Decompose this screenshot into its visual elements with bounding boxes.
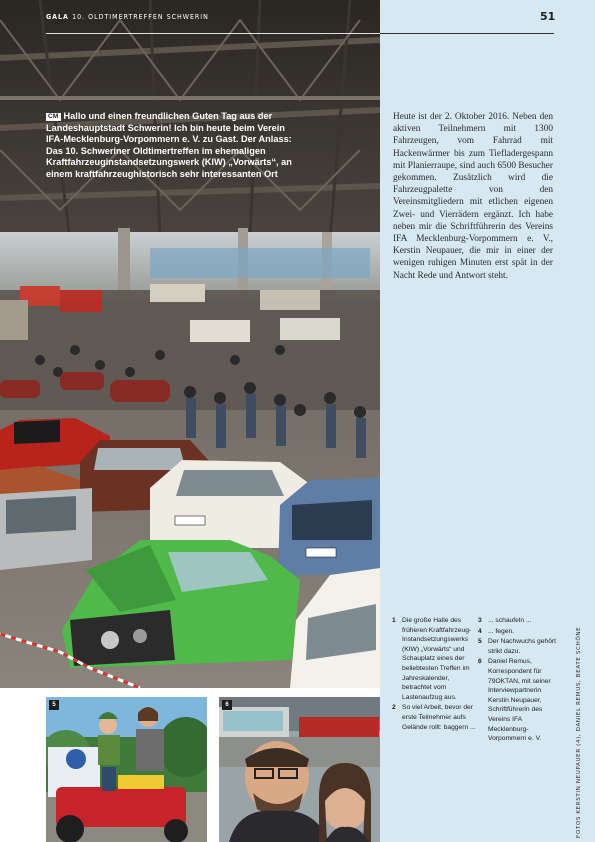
caption-item bbox=[478, 616, 558, 626]
captions-right-column bbox=[478, 616, 558, 745]
intro-paragraph bbox=[46, 111, 296, 181]
caption-item bbox=[478, 657, 558, 743]
header-subtitle: 10. OLDTIMERTREFFEN SCHWERIN bbox=[72, 13, 209, 21]
caption-text: So viel Arbeit, bevor der erste Teilnehmer aufs Gelände rollt: baggern ... bbox=[402, 704, 476, 731]
caption-number: 1 bbox=[392, 617, 396, 624]
caption-item bbox=[478, 627, 558, 637]
photo-credit-text: FOTOS KERSTIN NEUPAUER (4), DANIEL REMUS, BEATE SCHÖNE bbox=[576, 626, 582, 838]
caption-text: Daniel Remus, Korrespondent für 79OKTAN, mit seiner Interviewpartnerin Kerstin Neupauer, Schriftführerin des Vereins IFA Mecklenburg-Vorpommern e. V. bbox=[488, 658, 551, 743]
caption-text: Die große Halle des früheren Kraftfahrzeug-Instandsetzungswerks (KIW) „Vorwärts“ und Schauplatz eines der beliebtesten Treffen im Jahreskalender, betrachtet vom Lastenaufzug aus. bbox=[402, 617, 472, 701]
photo-child-on-tractor bbox=[46, 697, 207, 842]
caption-number: 6 bbox=[478, 658, 482, 666]
photo-interview-selfie bbox=[219, 697, 380, 842]
article-body: Heute ist der 2. Oktober 2016. Neben den aktiven Teilnehmern mit 1300 Fahrzeugen, vom Fahrrad mit Hackenwärmer bis zum Tiefladergespann mit Planierraupe, sind auch 6500 Besucher gekommen. Zusätzlich wird die Fahrzeugpalette von den Vereinsmitgliedern mit etlichen eigenen Zwei- und Vierrädern ergänzt. Ich habe neben mir die Schriftführerin des Vereins IFA Mecklenburg-Vorpommern e. V., Kerstin Neupauer, die mir in einer der wenigen ruhigen Minuten erst spät in der Nacht Rede und Antwort steht. bbox=[393, 112, 553, 281]
intro-text: Hallo und einen freundlichen Guten Tag aus der Landeshauptstadt Schwerin! Ich bin heute beim Verein IFA-Mecklenburg-Vorpommern e. V. zu Gast. Der Anlass: Das 10. Schweriner Oldtimertreffen im ehemaligen Kraftfahrzeuginstandsetzungswerk (KIW) „Vorwärts“, an einem kraftfahrzeughistorisch sehr interessanten Ort bbox=[46, 111, 292, 179]
photo-credit bbox=[576, 612, 590, 838]
caption-text: Der Nachwuchs gehört strikt dazu. bbox=[488, 638, 557, 655]
running-header bbox=[46, 13, 209, 21]
photo-number-badge: 5 bbox=[49, 700, 59, 710]
caption-number: 3 bbox=[478, 617, 482, 624]
caption-item bbox=[392, 616, 476, 702]
caption-item bbox=[392, 703, 476, 732]
header-divider-left bbox=[46, 33, 380, 34]
caption-number: 2 bbox=[392, 704, 396, 712]
photo-number-badge: 6 bbox=[222, 700, 232, 710]
caption-text: ... fegen. bbox=[488, 627, 515, 635]
caption-number: 5 bbox=[478, 638, 482, 646]
author-badge: CM bbox=[48, 113, 59, 120]
caption-item bbox=[478, 637, 558, 656]
page-number: 51 bbox=[540, 10, 556, 23]
captions-left-column bbox=[392, 616, 476, 733]
caption-number: 4 bbox=[478, 627, 482, 635]
caption-text: ... schaufeln ... bbox=[488, 617, 532, 624]
header-divider-right bbox=[380, 33, 554, 34]
section-label: GALA bbox=[46, 13, 69, 21]
